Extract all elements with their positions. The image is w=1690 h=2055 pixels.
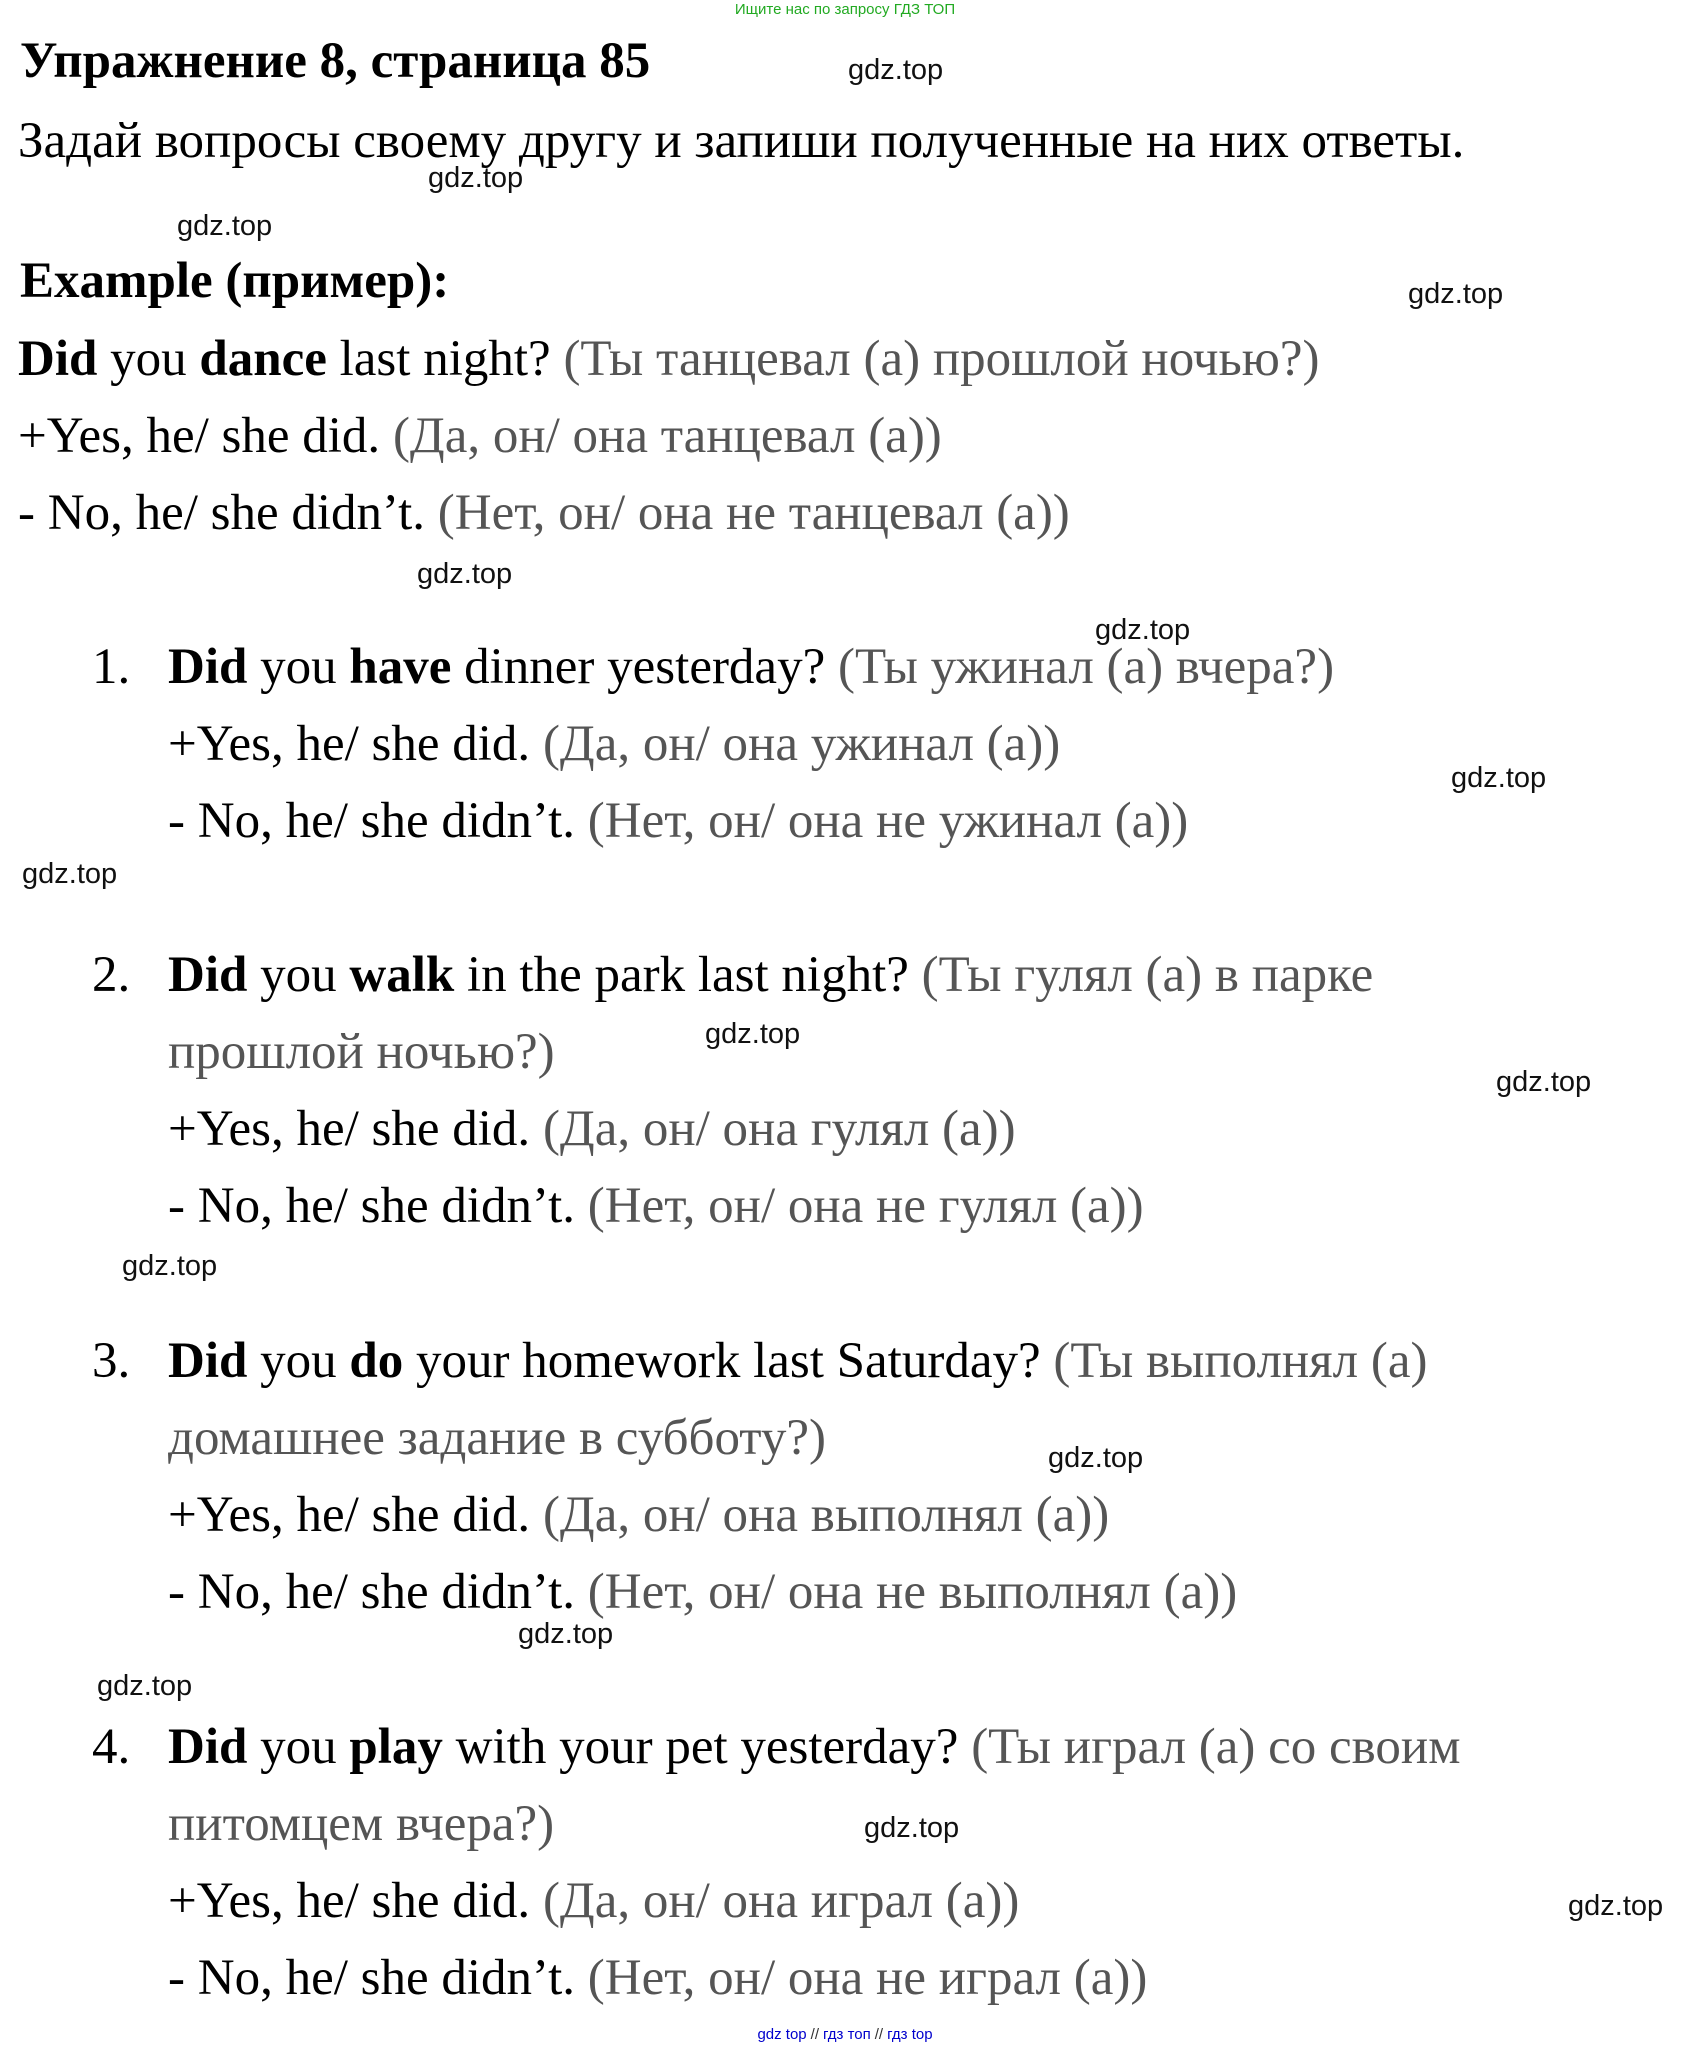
example-question <box>18 330 1320 388</box>
item-no <box>168 1563 1237 1621</box>
example-yes <box>18 407 942 465</box>
yes-translation: (Да, он/ она ужинал (а)) <box>530 716 1061 772</box>
bottom-banner[interactable] <box>0 2026 1690 2043</box>
verb-word: play <box>349 1719 443 1775</box>
verb-word: walk <box>349 947 455 1003</box>
item-number: 4. <box>92 1719 131 1775</box>
no-answer: - No, he/ she didn’t. <box>168 1178 576 1234</box>
yes-answer: +Yes, he/ she did. <box>168 1487 531 1543</box>
yes-translation: (Да, он/ она гулял (а)) <box>530 1101 1016 1157</box>
question-rest: with your pet yesterday? <box>442 1719 959 1775</box>
watermark: gdz.top <box>22 858 118 890</box>
watermark: gdz.top <box>1048 1442 1144 1474</box>
you-word: you <box>97 331 200 387</box>
example-no <box>18 484 1070 542</box>
no-answer: - No, he/ she didn’t. <box>168 793 576 849</box>
yes-answer: +Yes, he/ she did. <box>168 716 531 772</box>
top-banner[interactable]: Ищите нас по запросу ГДЗ ТОП <box>734 1 956 18</box>
no-answer: - No, he/ she didn’t. <box>168 1564 576 1620</box>
separator: // <box>810 2026 819 2043</box>
no-translation: (Нет, он/ она не играл (а)) <box>575 1950 1148 2006</box>
did-word: Did <box>168 1719 248 1775</box>
watermark: gdz.top <box>848 54 944 86</box>
bottom-link[interactable]: gdz top <box>757 2026 807 2043</box>
watermark: gdz.top <box>122 1250 218 1282</box>
you-word: you <box>247 639 350 695</box>
yes-answer: +Yes, he/ she did. <box>168 1873 531 1929</box>
verb-word: have <box>349 639 452 695</box>
yes-translation: (Да, он/ она выполнял (а)) <box>530 1487 1110 1543</box>
item-number: 3. <box>92 1333 131 1389</box>
did-word: Did <box>168 1333 248 1389</box>
question-translation: (Ты гулял (а) в парке <box>908 947 1374 1003</box>
no-translation: (Нет, он/ она не танцевал (а)) <box>425 485 1070 541</box>
did-word: Did <box>168 947 248 1003</box>
watermark: gdz.top <box>1095 614 1191 646</box>
example-heading: Example (пример): <box>20 253 450 309</box>
no-translation: (Нет, он/ она не ужинал (а)) <box>575 793 1189 849</box>
item-no <box>168 1177 1144 1235</box>
watermark: gdz.top <box>1496 1066 1592 1098</box>
item-number: 1. <box>92 639 131 695</box>
item-yes <box>168 1486 1109 1544</box>
no-translation: (Нет, он/ она не гулял (а)) <box>575 1178 1144 1234</box>
verb-word: dance <box>199 331 327 387</box>
separator: // <box>874 2026 884 2043</box>
no-answer: - No, he/ she didn’t. <box>168 1950 576 2006</box>
question-translation-cont: прошлой ночью?) <box>168 1024 555 1080</box>
question-rest: last night? <box>326 331 551 387</box>
did-word: Did <box>168 639 248 695</box>
did-word: Did <box>18 331 98 387</box>
item-yes <box>168 715 1060 773</box>
watermark: gdz.top <box>1568 1890 1664 1922</box>
item-number: 2. <box>92 947 131 1003</box>
watermark: gdz.top <box>1408 278 1504 310</box>
item-question <box>168 1718 1460 1776</box>
item-no <box>168 1949 1147 2007</box>
no-answer: - No, he/ she didn’t. <box>18 485 426 541</box>
item-question <box>168 946 1373 1004</box>
yes-translation: (Да, он/ она играл (а)) <box>530 1873 1020 1929</box>
question-rest: in the park last night? <box>454 947 909 1003</box>
bottom-link[interactable]: гдз топ <box>823 2026 871 2043</box>
watermark: gdz.top <box>177 210 273 242</box>
question-translation-cont: домашнее задание в субботу?) <box>168 1410 827 1466</box>
question-translation: (Ты играл (а) со своим <box>958 1719 1461 1775</box>
question-translation-cont: питомцем вчера?) <box>168 1796 555 1852</box>
yes-answer: +Yes, he/ she did. <box>168 1101 531 1157</box>
task-text: Задай вопросы своему другу и запиши полученные на них ответы. <box>18 113 1465 169</box>
watermark: gdz.top <box>428 162 524 194</box>
question-translation: (Ты выполнял (а) <box>1040 1333 1428 1389</box>
you-word: you <box>247 947 350 1003</box>
bottom-link[interactable]: гдз top <box>887 2026 933 2043</box>
watermark: gdz.top <box>97 1670 193 1702</box>
watermark: gdz.top <box>864 1812 960 1844</box>
question-translation: (Ты ужинал (а) вчера?) <box>825 639 1335 695</box>
verb-word: do <box>349 1333 404 1389</box>
you-word: you <box>247 1719 350 1775</box>
yes-translation: (Да, он/ она танцевал (а)) <box>380 408 942 464</box>
question-translation: (Ты танцевал (а) прошлой ночью?) <box>550 331 1320 387</box>
question-rest: your homework last Saturday? <box>403 1333 1041 1389</box>
page-title: Упражнение 8, страница 85 <box>20 33 651 89</box>
item-question <box>168 1332 1427 1390</box>
question-rest: dinner yesterday? <box>451 639 826 695</box>
no-translation: (Нет, он/ она не выполнял (а)) <box>575 1564 1238 1620</box>
item-no <box>168 792 1188 850</box>
yes-answer: +Yes, he/ she did. <box>18 408 381 464</box>
watermark: gdz.top <box>705 1018 801 1050</box>
watermark: gdz.top <box>1451 762 1547 794</box>
you-word: you <box>247 1333 350 1389</box>
watermark: gdz.top <box>518 1618 614 1650</box>
item-yes <box>168 1100 1016 1158</box>
watermark: gdz.top <box>417 558 513 590</box>
item-yes <box>168 1872 1019 1930</box>
